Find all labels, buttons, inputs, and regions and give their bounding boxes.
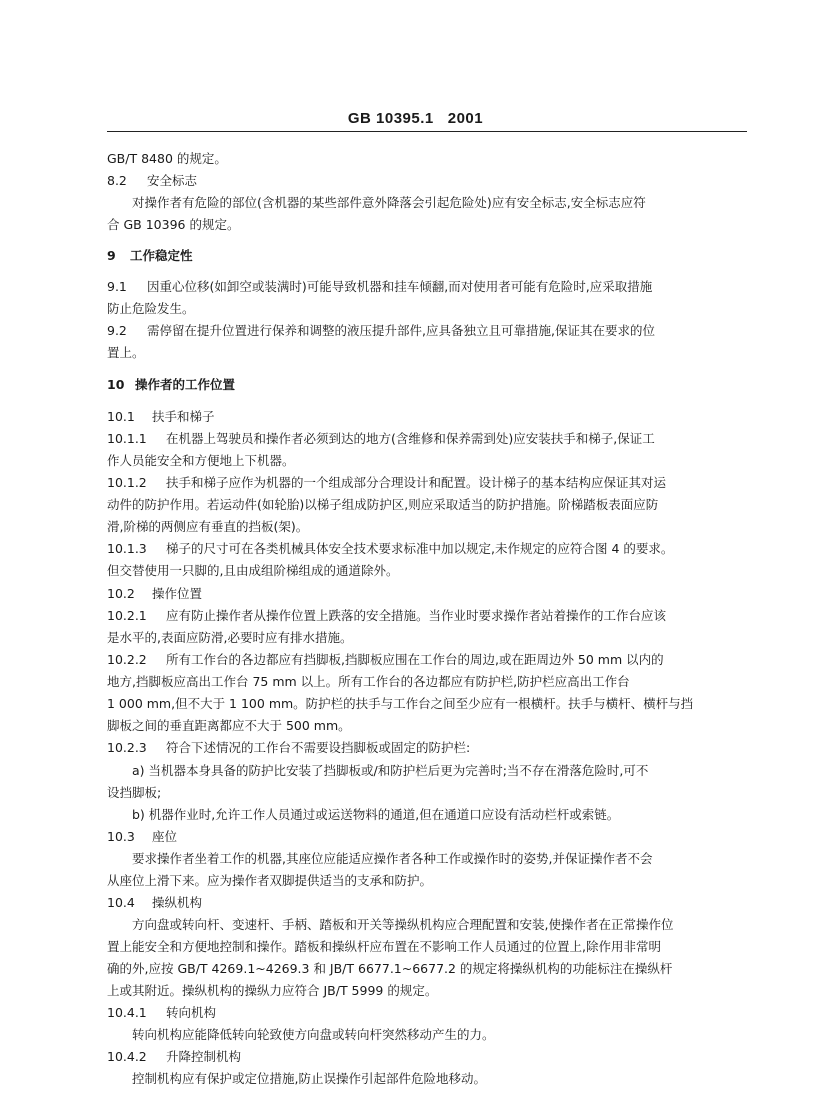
standard-number: GB 10395.1: [347, 110, 434, 127]
text-line: 脚板之间的垂直距离都应不大于 500 mm。: [107, 718, 351, 733]
section-title: 工作稳定性: [130, 248, 193, 263]
page-header: [0, 110, 831, 127]
text-line: 置上。: [107, 345, 145, 360]
clause-number: 10.2.1: [107, 608, 147, 623]
clause-number: 9.2: [107, 323, 127, 338]
clause-number: 10.1.3: [107, 541, 147, 556]
clause-number: 10.4.2: [107, 1049, 147, 1064]
clause-title: 操纵机构: [152, 895, 203, 910]
text-line: 作人员能安全和方便地上下机器。: [107, 453, 295, 468]
clause-title: 升降控制机构: [166, 1049, 242, 1064]
clause-heading: [0, 406, 831, 428]
clause-number: 10.2: [107, 586, 135, 601]
list-item: b) 机器作业时,允许工作人员通过或运送物料的通道,但在通道口应设有活动栏杆或索链。: [132, 807, 620, 822]
clause-number: 9.1: [107, 279, 127, 294]
list-item: a) 当机器本身具备的防护比安装了挡脚板或/和防护栏后更为完善时;当不存在滑落危险时,可不: [132, 763, 649, 778]
clause-line: 10.2.1 应有防止操作者从操作位置上跌落的安全措施。当作业时要求操作者站着操作的工作台应该: [0, 605, 831, 627]
clause-line: 10.1.1 在机器上驾驶员和操作者必须到达的地方(含维修和保养需到处)应安装扶手和梯子,保证工: [0, 428, 831, 450]
section-title: 操作者的工作位置: [135, 377, 236, 392]
text-line: 动件的防护作用。若运动件(如轮胎)以梯子组成防护区,则应采取适当的防护措施。阶梯踏板表面应防: [107, 497, 659, 512]
clause-heading: [0, 826, 831, 848]
clause-number: 10.4.1: [107, 1005, 147, 1020]
text-line: 但交替使用一只脚的,且由成组阶梯组成的通道除外。: [107, 563, 399, 578]
clause-number: 10.2.2: [107, 652, 147, 667]
clause-heading: [0, 170, 831, 192]
clause-number: 10.2.3: [107, 740, 147, 755]
clause-title: 转向机构: [166, 1005, 217, 1020]
clause-title: 扶手和梯子: [152, 409, 215, 424]
clause-line: 10.2.2 所有工作台的各边都应有挡脚板,挡脚板应围在工作台的周边,或在距周边外 50 mm 以内的: [0, 649, 831, 671]
clause-line: 10.1.2 扶手和梯子应作为机器的一个组成部分合理设计和配置。设计梯子的基本结构应保证其对运: [0, 472, 831, 494]
clause-line: 9.2 需停留在提升位置进行保养和调整的液压提升部件,应具备独立且可靠措施,保证其在要求的位: [0, 320, 831, 342]
text-line: 控制机构应有保护或定位措施,防止误操作引起部件危险地移动。: [132, 1071, 486, 1086]
clause-number: 10.1: [107, 409, 135, 424]
text-line: 滑,阶梯的两侧应有垂直的挡板(架)。: [107, 519, 309, 534]
text-line: GB/T 8480 的规定。: [107, 151, 227, 166]
text-line: 方向盘或转向杆、变速杆、手柄、踏板和开关等操纵机构应合理配置和安装,使操作者在正常操作位: [132, 917, 674, 932]
text-line: 要求操作者坐着工作的机器,其座位应能适应操作者各种工作或操作时的姿势,并保证操作者不会: [132, 851, 653, 866]
section-heading: [0, 374, 831, 396]
clause-heading: [0, 583, 831, 605]
clause-heading: [0, 1002, 831, 1024]
text-line: 转向机构应能降低转向轮致使方向盘或转向杆突然移动产生的力。: [132, 1027, 495, 1042]
section-number: 9: [107, 248, 116, 263]
clause-number: 10.3: [107, 829, 135, 844]
clause-heading: [0, 1046, 831, 1068]
clause-title: 安全标志: [147, 173, 198, 188]
clause-number: 10.1.2: [107, 475, 147, 490]
section-heading: [0, 245, 831, 267]
text-line: 设挡脚板;: [107, 785, 162, 800]
clause-title: 座位: [152, 829, 178, 844]
text-line: 从座位上滑下来。应为操作者双脚提供适当的支承和防护。: [107, 873, 433, 888]
text-line: 是水平的,表面应防滑,必要时应有排水措施。: [107, 630, 353, 645]
clause-number: 10.1.1: [107, 431, 147, 446]
text-line: 防止危险发生。: [107, 301, 195, 316]
text-line: 确的外,应按 GB/T 4269.1~4269.3 和 JB/T 6677.1~6677.2 的规定将操纵机构的功能标注在操纵杆: [107, 961, 673, 976]
text-line: 地方,挡脚板应高出工作台 75 mm 以上。所有工作台的各边都应有防护栏,防护栏应高出工作台: [107, 674, 630, 689]
text-line: 1 000 mm,但不大于 1 100 mm。防护栏的扶手与工作台之间至少应有一根横杆。扶手与横杆、横杆与挡: [107, 696, 694, 711]
text-line: 置上能安全和方便地控制和操作。踏板和操纵杆应布置在不影响工作人员通过的位置上,除作用非常明: [107, 939, 661, 954]
clause-number: 8.2: [107, 173, 127, 188]
clause-heading: [0, 892, 831, 914]
clause-line: 10.2.3 符合下述情况的工作台不需要设挡脚板或固定的防护栏:: [0, 737, 831, 759]
clause-line: 9.1 因重心位移(如卸空或装满时)可能导致机器和挂车倾翻,而对使用者可能有危险时,应采取措施: [0, 276, 831, 298]
text-line: 上或其附近。操纵机构的操纵力应符合 JB/T 5999 的规定。: [107, 983, 438, 998]
header-rule: [107, 131, 747, 132]
clause-line: 10.1.3 梯子的尺寸可在各类机械具体安全技术要求标准中加以规定,未作规定的应符合图 4 的要求。: [0, 538, 831, 560]
section-number: 10: [107, 377, 125, 392]
text-line: 合 GB 10396 的规定。: [107, 217, 240, 232]
clause-number: 10.4: [107, 895, 135, 910]
text-line: 对操作者有危险的部位(含机器的某些部件意外降落会引起危险处)应有安全标志,安全标志应符: [132, 195, 646, 210]
standard-year: 2001: [447, 110, 484, 127]
clause-title: 操作位置: [152, 586, 203, 601]
